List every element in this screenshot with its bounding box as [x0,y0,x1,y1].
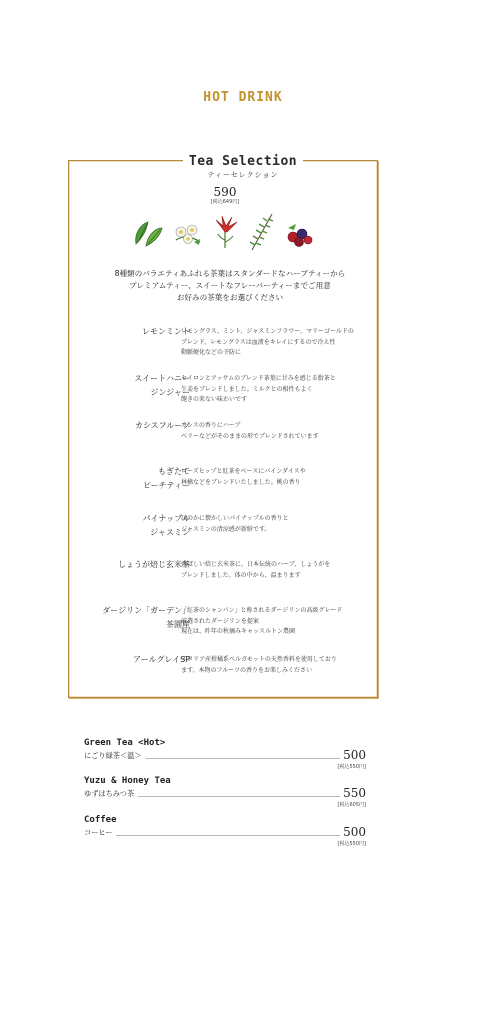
tea-item-desc-line: ブレンド。レモングラスは血液をキレイにするので冷え性 [181,338,336,346]
drink-price-tax: [税込550円] [337,841,366,847]
tea-item-name-line: アールグレイSP [133,655,190,664]
intro-line: 8種類のバラエティあふれる茶葉はスタンダードなハーブティーから [114,269,346,278]
tea-item-desc-line: ベリーなどがそのままの形でブレンドされています [181,432,319,440]
tea-item-desc-line: 「紅茶のシャンパン」と称されるダージリンの高級グレード [181,607,343,614]
tea-item-desc-line: 香ばしい焙じ玄米茶に、日本伝統のハーブ、しょうがを [181,561,331,568]
drink-title: Green Tea <Hot> [84,738,166,748]
drink-title: Coffee [84,815,117,825]
tea-item-desc-line: 厳選されたダージリンを提案 [181,617,259,625]
tea-item-desc-line: ブレンドしました。体の中から、温まります [181,571,301,579]
tea-item-desc [181,421,371,442]
tea-item-name [70,653,190,667]
tea-item-name-line: レモンミント [142,327,190,336]
tea-item-name [70,372,190,400]
tea-selection-price: 590 [213,185,237,199]
tea-item-desc-line: 林檎などをブレンドいたしました。桃の香り [181,478,301,486]
tea-item-name-line: しょうが焙じ玄米茶 [118,560,190,569]
tea-selection-price-tax: [税込649円] [210,199,240,205]
tea-item-name [70,419,190,433]
drink-line [84,748,366,770]
drink-title: Yuzu & Honey Tea [84,776,171,786]
berries-icon [284,222,314,248]
tea-item-desc-line: 現在は、昨年の秋摘みキャッスルトン農園 [181,628,296,635]
tea-item-name [70,325,190,339]
tea-item-desc-line: ローズヒップと紅茶をベースにパインダイスや [181,468,306,475]
tea-item-desc-line: 飽きの来ない味わいです [181,396,248,403]
tea-selection-title: Tea Selection [183,154,303,169]
tea-item-name-line: ジャスミン [150,528,190,537]
tea-item-desc [181,560,371,581]
tea-item-desc [181,606,371,638]
green-tea-leaf-icon [132,218,164,248]
tea-item-desc-line: レモングラス、ミント、ジャスミンフラワー、マリーゴールドの [181,328,354,335]
tea-item-desc [181,374,371,406]
intro-line: プレミアムティー、スイートなフレーバーティーまでご用意 [129,281,331,290]
tea-item-desc [181,467,371,488]
tea-item-name-line: ダージリン「ガーデン」 [102,606,190,615]
drink-price-tax: [税込550円] [337,764,366,770]
leader-rule [84,835,340,836]
tea-item-desc-line: イタリア産柑橘系ベルガモットの天然香料を使用しており [181,656,337,663]
drink-item [84,815,366,847]
drink-subtitle: ゆずはちみつ茶 [84,789,138,799]
tea-item-name-line: ジンジャー [150,388,190,397]
drink-item [84,776,366,808]
tea-item-desc-line: ジャスミンの清涼感が新鮮です。 [181,525,271,533]
tea-selection-intro [80,268,380,304]
tea-item-name [70,604,190,632]
tea-item-desc-line: ます。本物のフルーツの香りをお楽しみください [181,666,313,674]
tea-item-name-line: スイートハニー [134,374,190,383]
tea-item-desc-line: 動脈硬化などの予防に [181,349,242,356]
tea-item-name [70,558,190,572]
drink-price: 500 [340,825,366,839]
drink-price: 550 [340,786,366,800]
tea-item-desc-line: カシスの香りにハーブ [181,422,241,429]
tea-item-desc-line: ほのかに懐かしいパイナップルの香りと [181,515,289,522]
tea-item-name-line: カシスフルーツ [134,421,190,430]
tea-item-desc-line: セイロンとアッサムのブレンド茶葉に甘みを感じる脂茶と [181,375,336,382]
tea-item-name-line: ピーチティー [142,481,190,490]
rosemary-herb-icon [246,212,278,252]
tea-item-name-line: 茶園産 [166,620,190,629]
drink-subtitle: コーヒー [84,828,116,838]
drink-subtitle: にごり緑茶＜温＞ [84,751,146,761]
tea-selection-title-wrap [0,150,486,169]
drink-item [84,738,366,770]
section-heading: HOT DRINK [203,90,283,105]
tea-item-desc [181,655,371,676]
tea-item-desc [181,514,371,535]
intro-line: お好みの茶葉をお選びください [176,293,284,302]
tea-item-name [70,465,190,493]
tea-selection-subtitle: ティーセレクション [207,171,279,179]
red-flower-icon [210,214,240,248]
drink-line [84,825,366,847]
drink-line [84,786,366,808]
tea-item-desc [181,327,371,359]
tea-item-name-line: パイナップル [142,514,190,523]
tea-icons-row [128,212,328,252]
tea-item-desc-line: 生姜をブレンドしました。ミルクとの相性もよく [181,385,313,393]
drink-price-tax: [税込605円] [337,802,366,808]
tea-item-name-line: もぎたて [158,467,190,476]
tea-item-name [70,512,190,540]
chamomile-flower-icon [172,222,204,248]
drink-price: 500 [340,748,366,762]
